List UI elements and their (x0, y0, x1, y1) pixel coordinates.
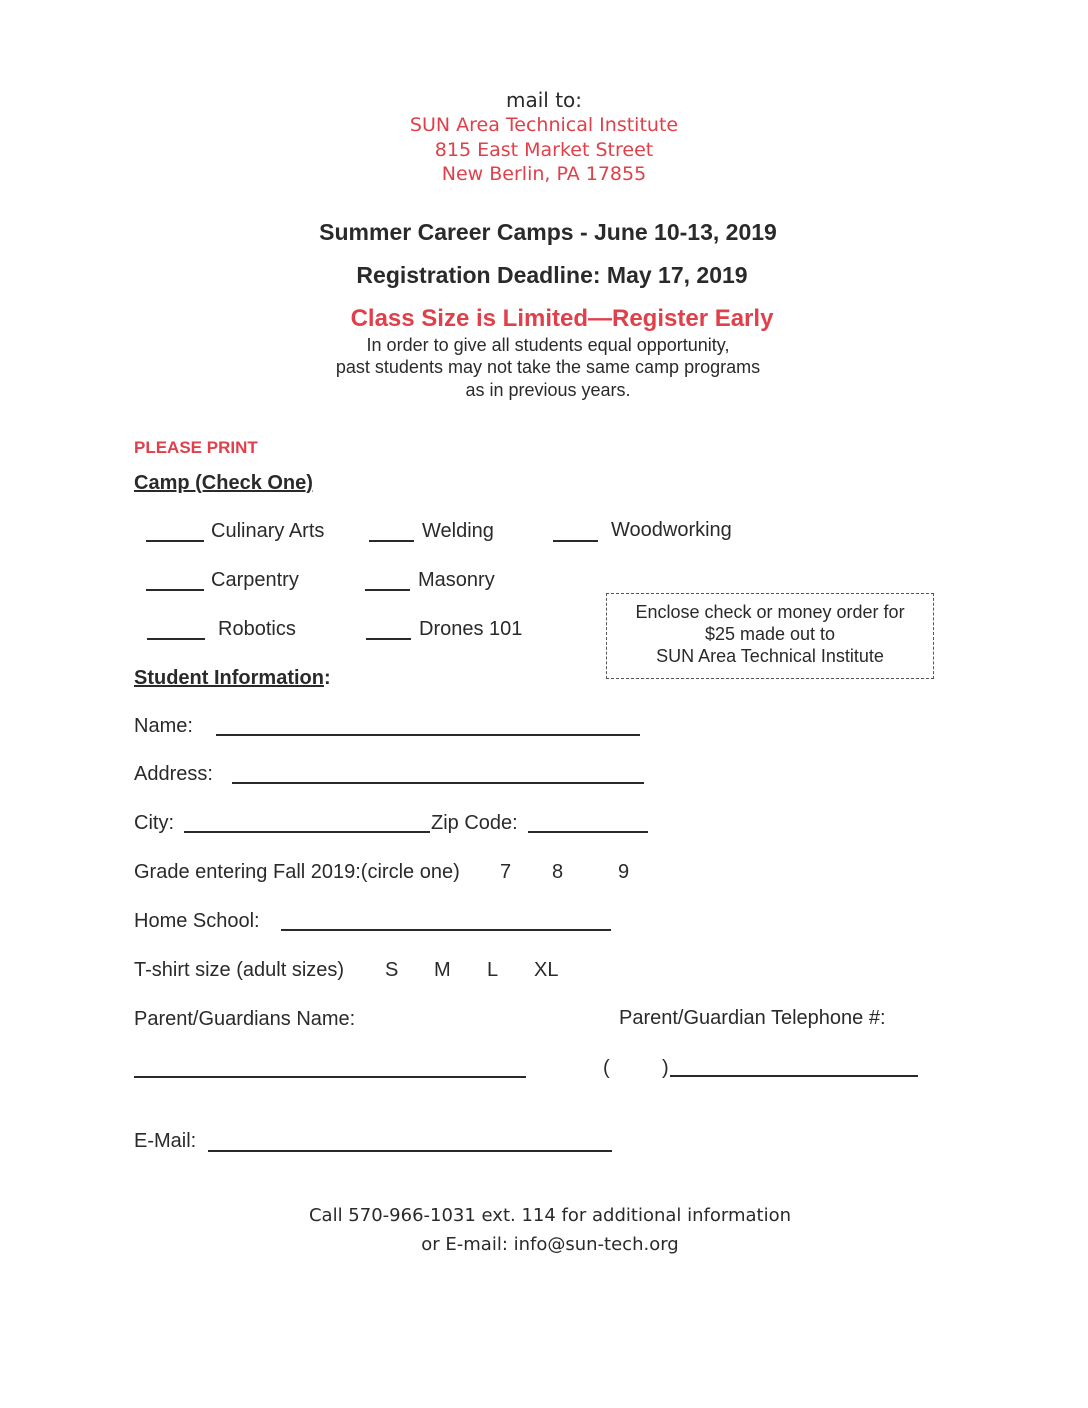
phone-open-paren: ( (603, 1057, 610, 1079)
parent-phone-label: Parent/Guardian Telephone #: (619, 1007, 886, 1029)
name-field[interactable] (216, 734, 640, 736)
name-label: Name: (134, 715, 193, 737)
size-option-l[interactable]: L (487, 959, 499, 981)
grade-option-9[interactable]: 9 (618, 861, 630, 883)
size-option-xl[interactable]: XL (534, 959, 559, 981)
parent-phone-field[interactable] (670, 1075, 918, 1077)
camp-option-carpentry: Carpentry (211, 569, 299, 591)
mail-org: SUN Area Technical Institute (409, 114, 679, 136)
camp-checkbox-culinary-arts[interactable] (146, 540, 204, 542)
camp-checkbox-drones-101[interactable] (366, 638, 411, 640)
camp-option-welding: Welding (422, 520, 494, 542)
mail-street: 815 East Market Street (434, 139, 654, 161)
notice-line-2: past students may not take the same camp programs (335, 357, 761, 377)
camp-checkbox-robotics[interactable] (147, 638, 205, 640)
camp-option-masonry: Masonry (418, 569, 495, 591)
size-option-s[interactable]: S (385, 959, 399, 981)
email-field[interactable] (208, 1150, 612, 1152)
grade-option-8[interactable]: 8 (552, 861, 564, 883)
grade-option-7[interactable]: 7 (500, 861, 512, 883)
mail-city: New Berlin, PA 17855 (441, 163, 647, 185)
payment-line-3: SUN Area Technical Institute (656, 646, 884, 666)
city-label: City: (134, 812, 174, 834)
tshirt-label: T-shirt size (adult sizes) (134, 959, 345, 981)
city-field[interactable] (184, 831, 430, 833)
payment-line-1: Enclose check or money order for (635, 602, 905, 622)
please-print-label: PLEASE PRINT (134, 438, 258, 457)
footer-call-line: Call 570-966-1031 ext. 114 for additional information (308, 1205, 792, 1226)
registration-deadline: Registration Deadline: May 17, 2019 (356, 262, 748, 288)
mail-to-label: mail to: (505, 88, 583, 112)
class-size-notice: Class Size is Limited—Register Early (350, 305, 774, 332)
notice-line-3: as in previous years. (465, 380, 631, 400)
address-field[interactable] (232, 782, 644, 784)
camp-option-culinary-arts: Culinary Arts (211, 520, 325, 542)
camp-checkbox-masonry[interactable] (365, 589, 410, 591)
phone-close-paren: ) (662, 1057, 669, 1079)
payment-line-2: $25 made out to (704, 624, 836, 644)
student-info-heading-text: Student Information (134, 667, 324, 689)
camp-option-woodworking: Woodworking (611, 519, 732, 541)
camp-option-robotics: Robotics (218, 618, 296, 640)
home-school-field[interactable] (281, 929, 611, 931)
zip-field[interactable] (528, 831, 648, 833)
student-info-heading-colon: : (323, 667, 331, 689)
camp-heading: Camp (Check One) (134, 472, 313, 494)
parent-name-field[interactable] (134, 1076, 526, 1078)
size-option-m[interactable]: M (434, 959, 451, 981)
parent-name-label: Parent/Guardians Name: (134, 1008, 356, 1030)
notice-line-1: In order to give all students equal opportunity, (366, 335, 730, 355)
camp-checkbox-carpentry[interactable] (146, 589, 204, 591)
zip-label: Zip Code: (431, 812, 518, 834)
student-info-heading (134, 667, 331, 690)
email-label: E-Mail: (134, 1130, 197, 1152)
footer-email-line: or E-mail: info@sun-tech.org (421, 1234, 679, 1255)
camp-option-drones-101: Drones 101 (419, 618, 523, 640)
home-school-label: Home School: (134, 910, 260, 932)
address-label: Address: (134, 763, 213, 785)
payment-instructions-box (606, 593, 934, 679)
camp-checkbox-woodworking[interactable] (553, 540, 598, 542)
camp-checkbox-welding[interactable] (369, 540, 414, 542)
page-title: Summer Career Camps - June 10-13, 2019 (319, 219, 777, 245)
grade-label: Grade entering Fall 2019:(circle one) (134, 861, 460, 883)
